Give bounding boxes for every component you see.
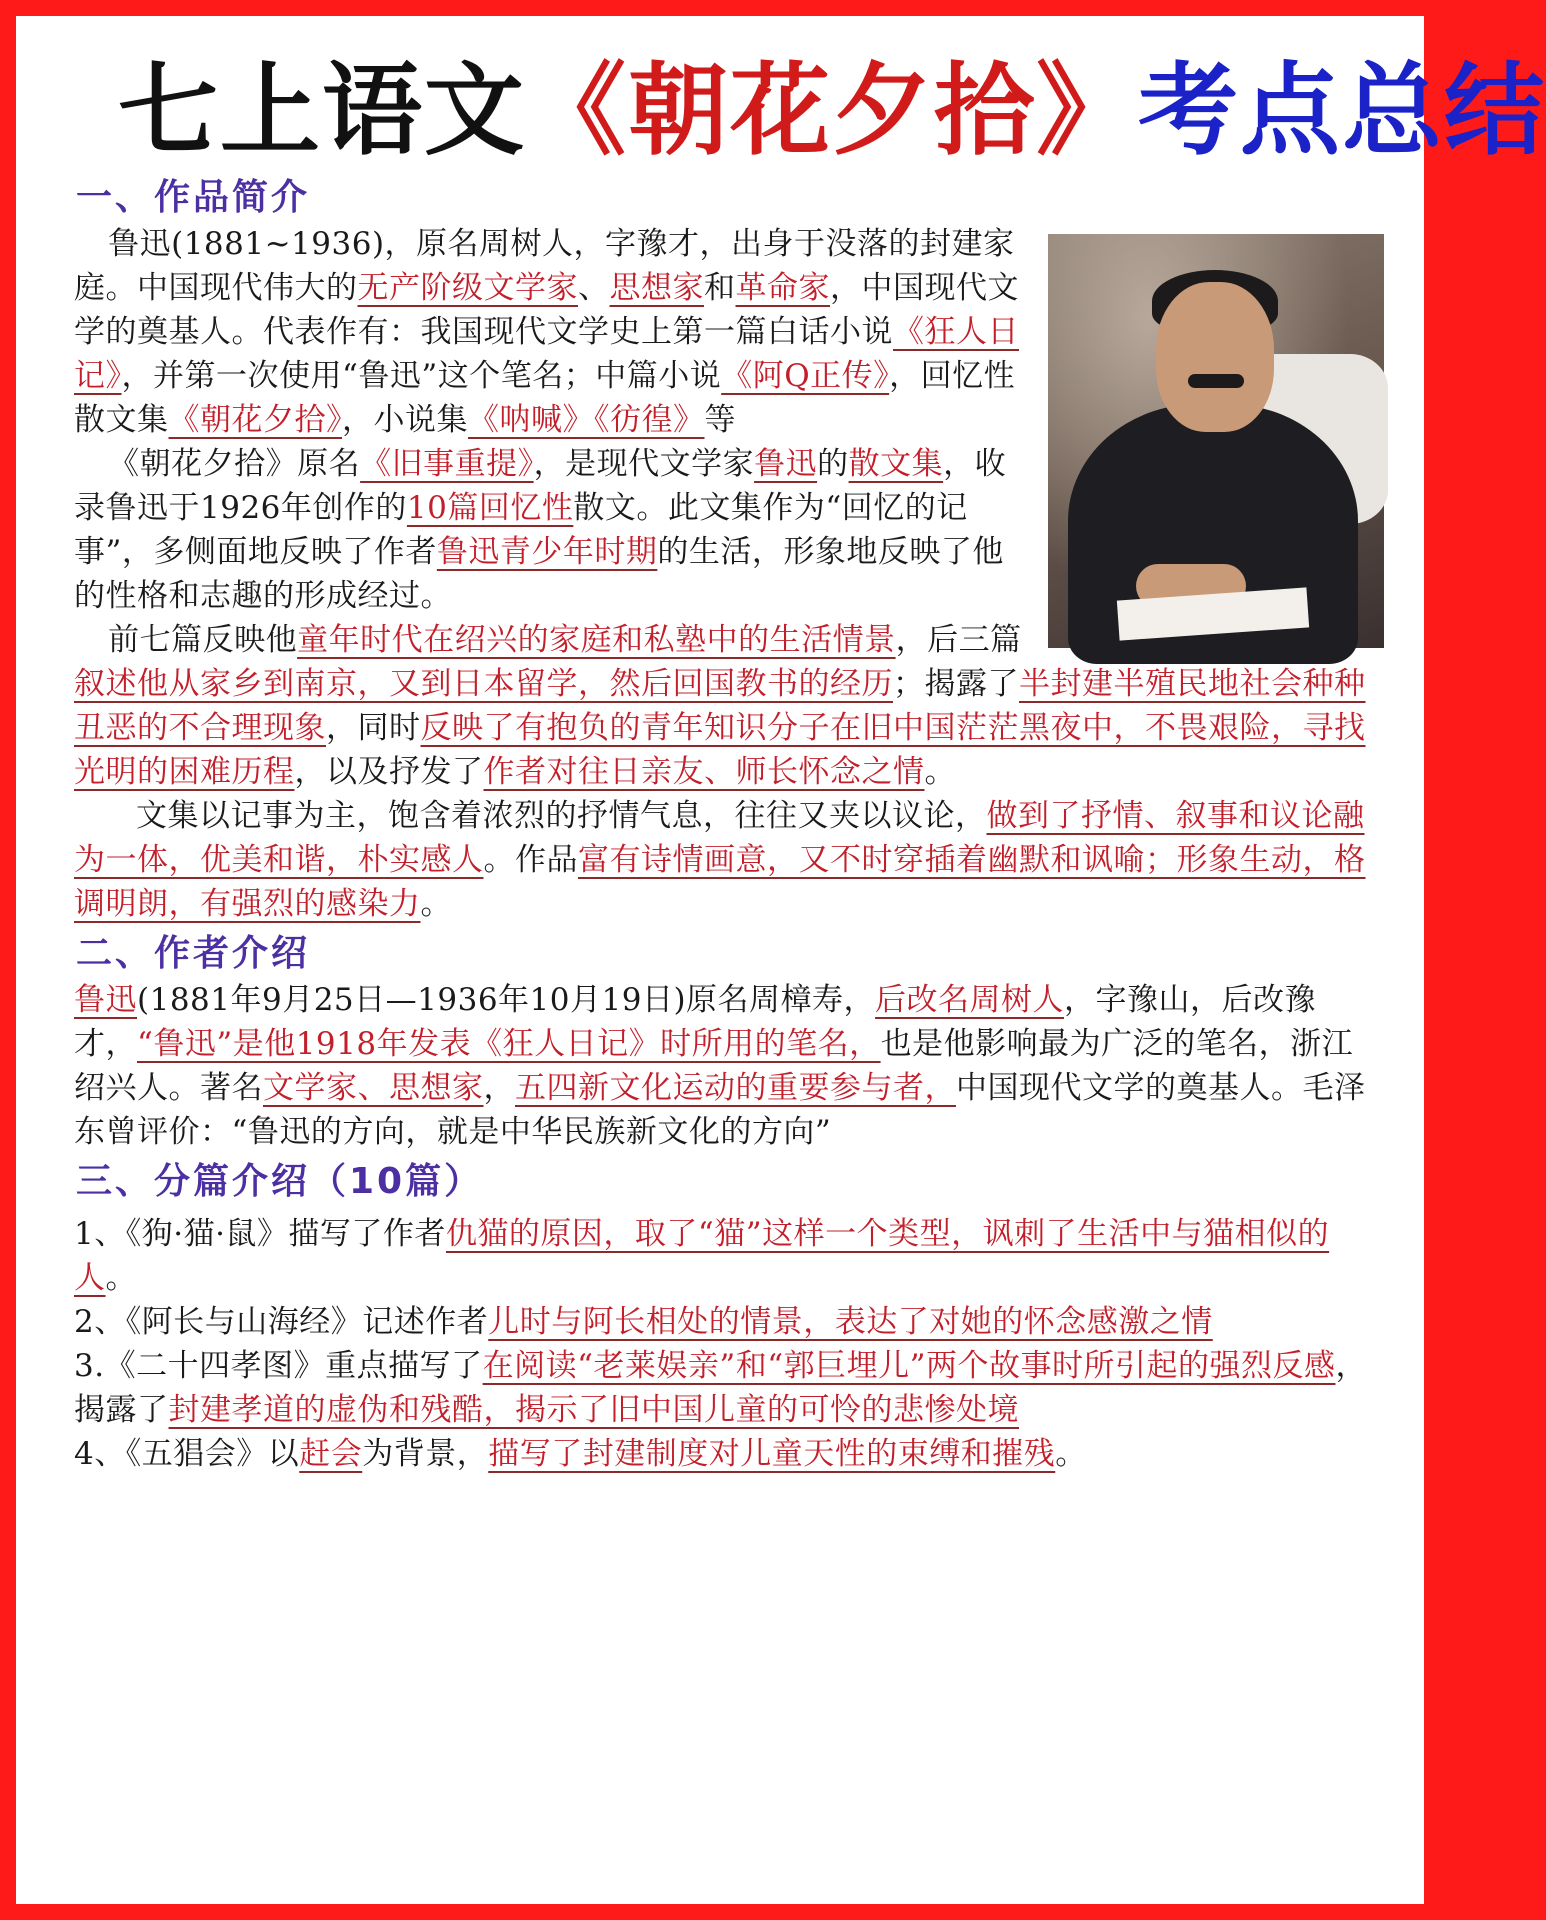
list-item: 2、《阿长与山海经》记述作者儿时与阿长相处的情景，表达了对她的怀念感激之情	[74, 1304, 1213, 1340]
author-paragraph: 鲁迅(1881年9月25日—1936年10月19日)原名周樟寿，后改名周树人，字豫山，后改豫才，“鲁迅”是他1918年发表《狂人日记》时所用的笔名，也是他影响最为广泛的笔名，浙江绍兴人。著名文学家、思想家，五四新文化运动的重要参与者，中国现代文学的奠基人。毛泽东曾评价：“鲁迅的方向，就是中华民族新文化的方向”	[74, 982, 1366, 1150]
portrait-image	[1048, 234, 1384, 648]
list-item: 1、《狗·猫·鼠》描写了作者仇猫的原因，取了“猫”这样一个类型，讽刺了生活中与猫相似的人。	[74, 1216, 1330, 1296]
section-heading-chapters: 三、分篇介绍（10篇）	[76, 1161, 484, 1202]
page-title	[118, 52, 1546, 170]
title-subject: 七上语文	[118, 52, 526, 169]
list-item: 4、《五猖会》以赶会为背景，描写了封建制度对儿童天性的束缚和摧残。	[74, 1436, 1087, 1472]
intro-block	[74, 222, 1384, 618]
intro-paragraph-3: 前七篇反映他童年时代在绍兴的家庭和私塾中的生活情景，后三篇叙述他从家乡到南京，又到日本留学，然后回国教书的经历；揭露了半封建半殖民地社会种种丑恶的不合理现象，同时反映了有抱负的青年知识分子在旧中国茫茫黑夜中，不畏艰险，寻找光明的困难历程，以及抒发了作者对往日亲友、师长怀念之情。	[74, 622, 1366, 790]
intro-paragraph-1: 鲁迅(1881~1936)，原名周树人，字豫才，出身于没落的封建家庭。中国现代伟大的无产阶级文学家、思想家和革命家，中国现代文学的奠基人。代表作有：我国现代文学史上第一篇白话小说《狂人日记》，并第一次使用“鲁迅”这个笔名；中篇小说《阿Q正传》，回忆性散文集《朝花夕拾》，小说集《呐喊》《彷徨》等	[74, 226, 1019, 438]
title-summary: 考点总结	[1138, 52, 1546, 169]
list-item: 3.《二十四孝图》重点描写了在阅读“老莱娱亲”和“郭巨埋儿”两个故事时所引起的强烈反感，揭露了封建孝道的虚伪和残酷，揭示了旧中国儿童的可怜的悲惨处境	[74, 1348, 1367, 1428]
title-book: 《朝花夕拾》	[526, 52, 1138, 169]
section-heading-intro: 一、作品简介	[76, 177, 311, 218]
section-heading-author: 二、作者介绍	[76, 933, 311, 974]
intro-paragraph-4: 文集以记事为主，饱含着浓烈的抒情气息，往往又夹以议论，做到了抒情、叙事和议论融为一体，优美和谐，朴实感人。作品富有诗情画意，又不时穿插着幽默和讽喻；形象生动，格调明朗，有强烈的感染力。	[74, 798, 1366, 922]
intro-paragraph-2: 《朝花夕拾》原名《旧事重提》，是现代文学家鲁迅的散文集，收录鲁迅于1926年创作的10篇回忆性散文。此文集作为“回忆的记事”，多侧面地反映了作者鲁迅青少年时期的生活，形象地反映了他的性格和志趣的形成经过。	[74, 446, 1007, 614]
document-page	[16, 16, 1546, 1904]
